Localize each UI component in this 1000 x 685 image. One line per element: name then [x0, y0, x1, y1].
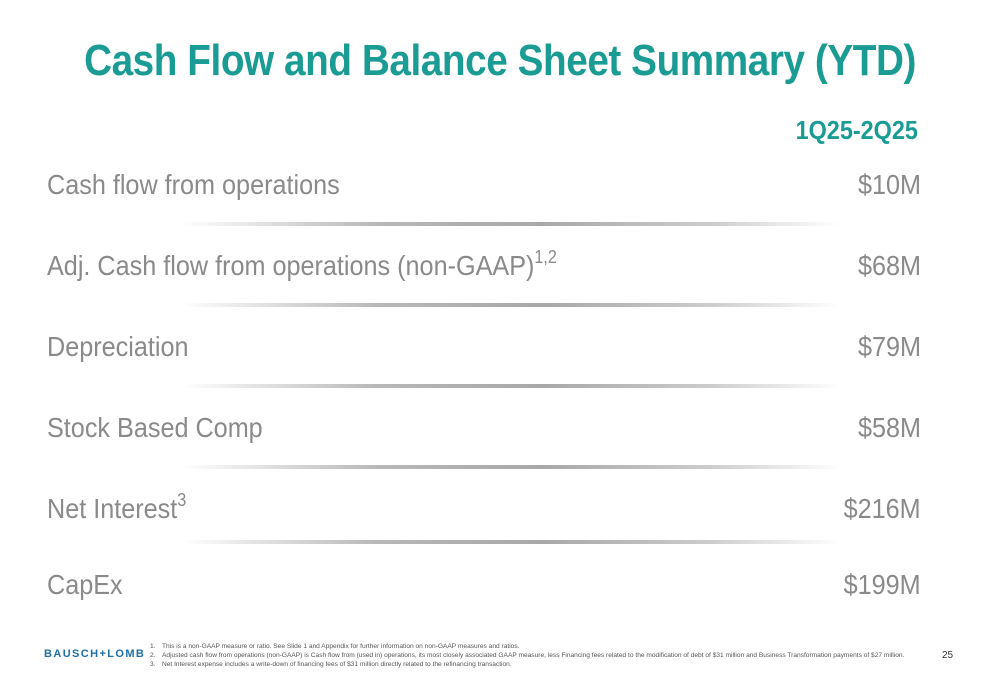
row-label: Adj. Cash flow from operations (non-GAAP)$^{1,2}$ — [47, 247, 557, 281]
company-logo: BAUSCH+LOMB — [44, 648, 146, 660]
footnote-item: 3. Net Interest expense includes a write-down of financing fees of $31 million directly related to the refinancing transaction. — [150, 661, 512, 668]
row-value: $58M — [857, 412, 921, 443]
row-value: $216M — [843, 493, 921, 524]
row-label: CapEx — [47, 569, 123, 600]
row-depreciation — [47, 331, 921, 371]
row-label: Cash flow from operations — [47, 169, 340, 200]
footnotes — [150, 642, 920, 669]
footnote-ref: 3 — [177, 490, 187, 510]
slide-title: Cash Flow and Balance Sheet Summary (YTD) — [84, 36, 916, 85]
row-value: $199M — [843, 569, 921, 600]
footnote-item: 2. Adjusted cash flow from operations (non-GAAP) is Cash flow from (used in) operations, its most closely associated GAAP measure, less Financing fees related to the modification of debt of $31 million and Business Transformation payments of $27 million. — [150, 652, 905, 659]
row-adj-cash-flow-operations — [47, 247, 921, 290]
row-label: Net Interest$^3$ — [47, 490, 187, 524]
row-divider — [180, 384, 840, 388]
row-value: $68M — [857, 250, 921, 281]
row-net-interest — [47, 490, 921, 533]
row-value: $10M — [857, 169, 921, 200]
page-number: 25 — [942, 650, 954, 661]
row-divider — [180, 465, 840, 469]
footnote-ref: 1,2 — [534, 247, 557, 267]
row-stock-based-comp — [47, 412, 921, 452]
row-value: $79M — [857, 331, 921, 362]
row-label: Depreciation — [47, 331, 189, 362]
footnote-item: 1. This is a non-GAAP measure or ratio. See Slide 1 and Appendix for further information on non-GAAP measures and ratios. — [150, 643, 520, 650]
row-cash-flow-operations — [47, 169, 921, 209]
row-divider — [180, 222, 840, 226]
row-divider — [180, 540, 840, 544]
row-capex — [47, 569, 921, 609]
row-divider — [180, 303, 840, 307]
row-label: Stock Based Comp — [47, 412, 263, 443]
period-header: 1Q25-2Q25 — [795, 115, 918, 145]
